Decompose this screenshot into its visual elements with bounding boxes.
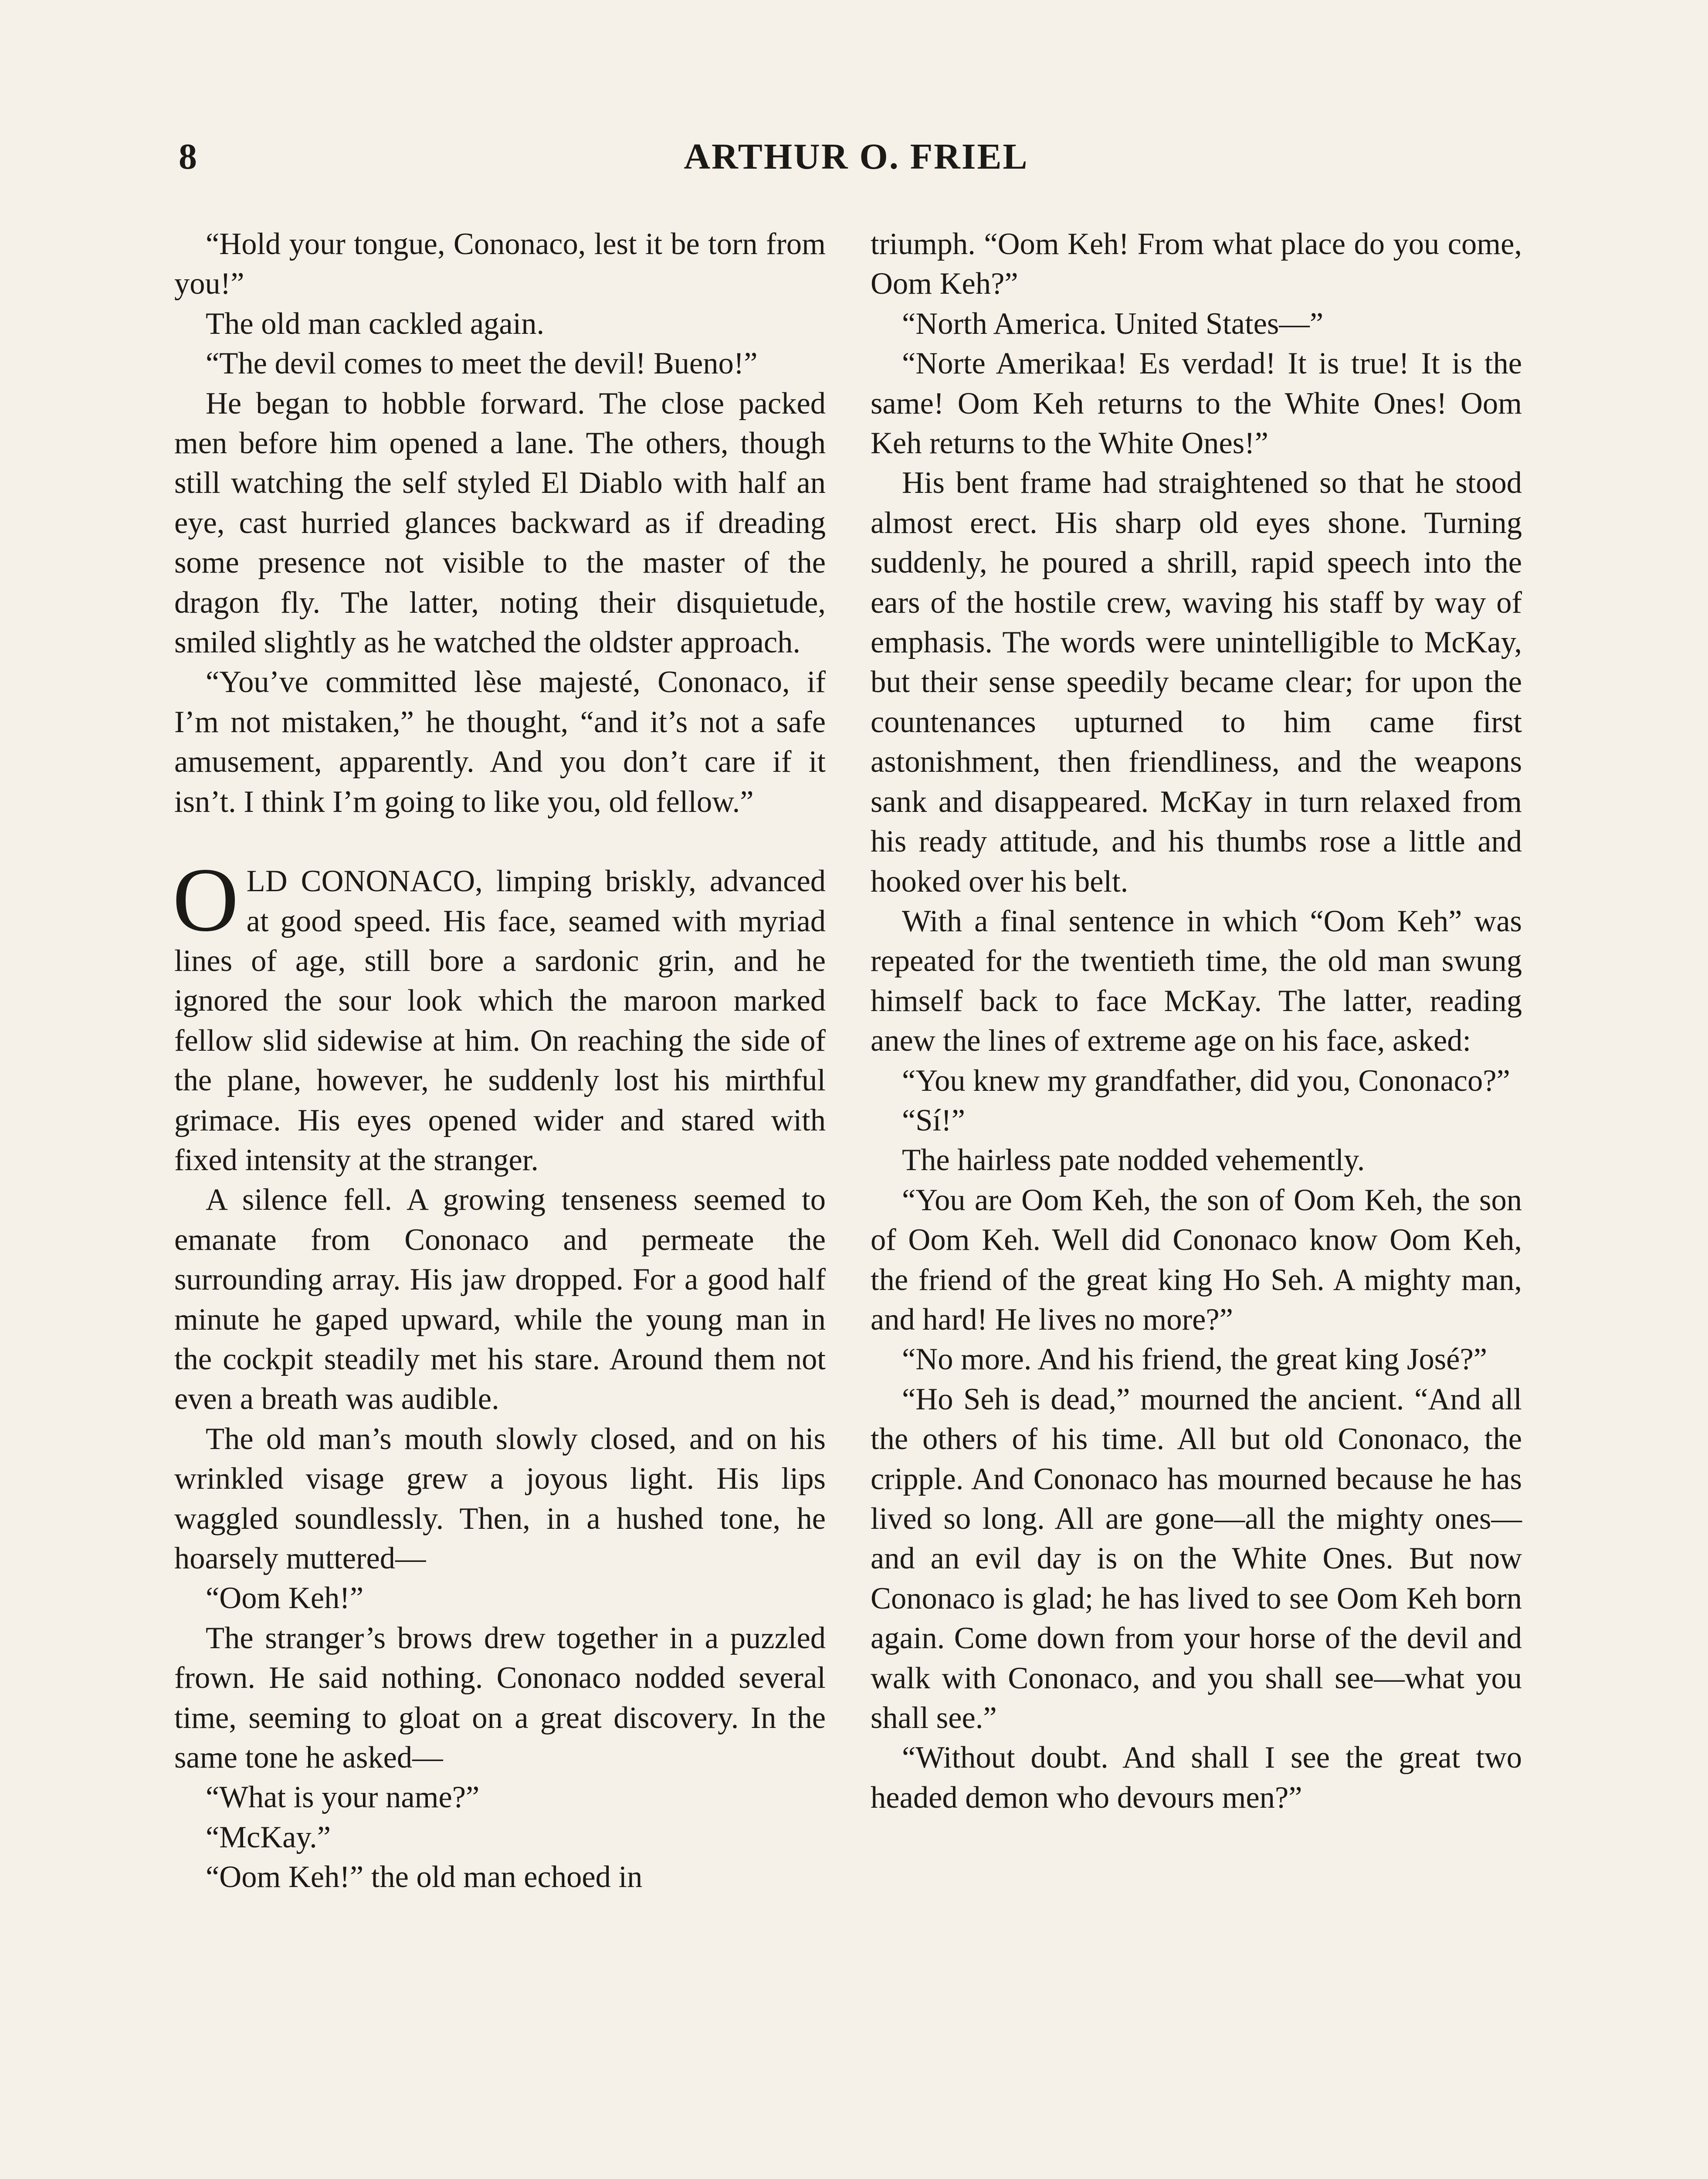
paragraph: “No more. And his friend, the great king José?” [902,1342,1488,1377]
paragraph: “You’ve committed lèse majesté, Cononaco, if I’m not mistaken,” he thought, “and it’s not a safe amusement, apparently. And you don’t care if it isn’t. I think I’m going to like you, old fellow.” [174,665,826,819]
paragraph: The hairless pate nodded vehemently. [902,1143,1365,1178]
paragraph: “Oom Keh!” [206,1581,364,1616]
drop-cap-letter: O [173,849,239,951]
paragraph: “Hold your tongue, Cononaco, lest it be torn from you!” [174,227,826,301]
paragraph: “North America. United States—” [902,306,1324,341]
paragraph: “The devil comes to meet the devil! Bueno!” [206,346,758,381]
running-head: ARTHUR O. FRIEL [684,136,1029,177]
paragraph: “Sí!” [902,1103,965,1137]
paragraph: “McKay.” [206,1820,331,1854]
paragraph: “You knew my grandfather, did you, Cononaco?” [902,1063,1510,1098]
paragraph: He began to hobble forward. The close packed men before him opened a lane. The others, though still watching the self styled El Diablo with half an eye, cast hurried glances backward as if dreading some presence not visible to the master of the dragon fly. The latter, noting their disquietude, smiled slightly as he watched the oldster approach. [174,386,826,660]
paragraph-continued: triumph. “Oom Keh! From what place do you come, Oom Keh?” [871,227,1522,301]
paragraph: With a final sentence in which “Oom Keh” was repeated for the twentieth time, the old man swung himself back to face McKay. The latter, reading anew the lines of extreme age on his face, asked: [871,904,1522,1058]
paragraph: A silence fell. A growing tenseness seemed to emanate from Cononaco and permeate the surrounding array. His jaw dropped. For a good half minute he gaped upward, while the young man in the cockpit steadily met his stare. Around them not even a breath was audible. [174,1183,826,1416]
paragraph: His bent frame had straightened so that he stood almost erect. His sharp old eyes shone. Turning suddenly, he poured a shrill, rapid speech into the ears of the hostile crew, waving his staff by way of emphasis. The words were unintelligible to McKay, but their sense speedily became clear; for upon the countenances upturned to him came first astonishment, then friendliness, and the weapons sank and disappeared. McKay in turn relaxed from his ready attitude, and his thumbs rose a little and hooked over his belt. [871,466,1522,899]
dropcap-paragraph [173,849,826,1180]
paragraph: The old man’s mouth slowly closed, and on his wrinkled visage grew a joyous light. His lips waggled soundlessly. Then, in a hushed tone, he hoarsely muttered— [174,1422,826,1575]
right-column [871,224,1522,1818]
paragraph: The old man cackled again. [206,306,545,341]
paragraph: “Without doubt. And shall I see the great two headed demon who devours men?” [871,1741,1522,1815]
page-number: 8 [179,136,197,177]
left-column [174,224,826,1897]
paragraph: “Ho Seh is dead,” mourned the ancient. “And all the others of his time. All but old Cononaco, the cripple. And Cononaco has mourned because he has lived so long. All are gone—all the mighty ones—and an evil day is on the White Ones. But now Cononaco is glad; he has lived to see Oom Keh born again. Come down from your horse of the devil and walk with Cononaco, and you shall see—what you shall see.” [871,1382,1522,1735]
dropcap-paragraph-text: LD CONONACO, limping briskly, advanced at good speed. His face, seamed with myriad lines of age, still bore a sardonic grin, and he ignored the sour look which the maroon marked fellow slid sidewise at him. On reaching the side of the plane, however, he suddenly lost his mirthful grimace. His eyes opened wider and stared with fixed intensity at the stranger. [174,864,826,1177]
paragraph: “Oom Keh!” the old man echoed in [206,1860,643,1894]
page-header [179,131,1534,183]
paragraph: “You are Oom Keh, the son of Oom Keh, the son of Oom Keh. Well did Cononaco know Oom Keh, the friend of the great king Ho Seh. A mighty man, and hard! He lives no more?” [871,1183,1522,1337]
paragraph: “Norte Amerikaa! Es verdad! It is true! It is the same! Oom Keh returns to the White Ones! Oom Keh returns to the White Ones!” [871,346,1522,461]
paragraph: The stranger’s brows drew together in a puzzled frown. He said nothing. Cononaco nodded several time, seeming to gloat on a great discovery. In the same tone he asked— [174,1621,826,1775]
paragraph: “What is your name?” [206,1780,480,1815]
